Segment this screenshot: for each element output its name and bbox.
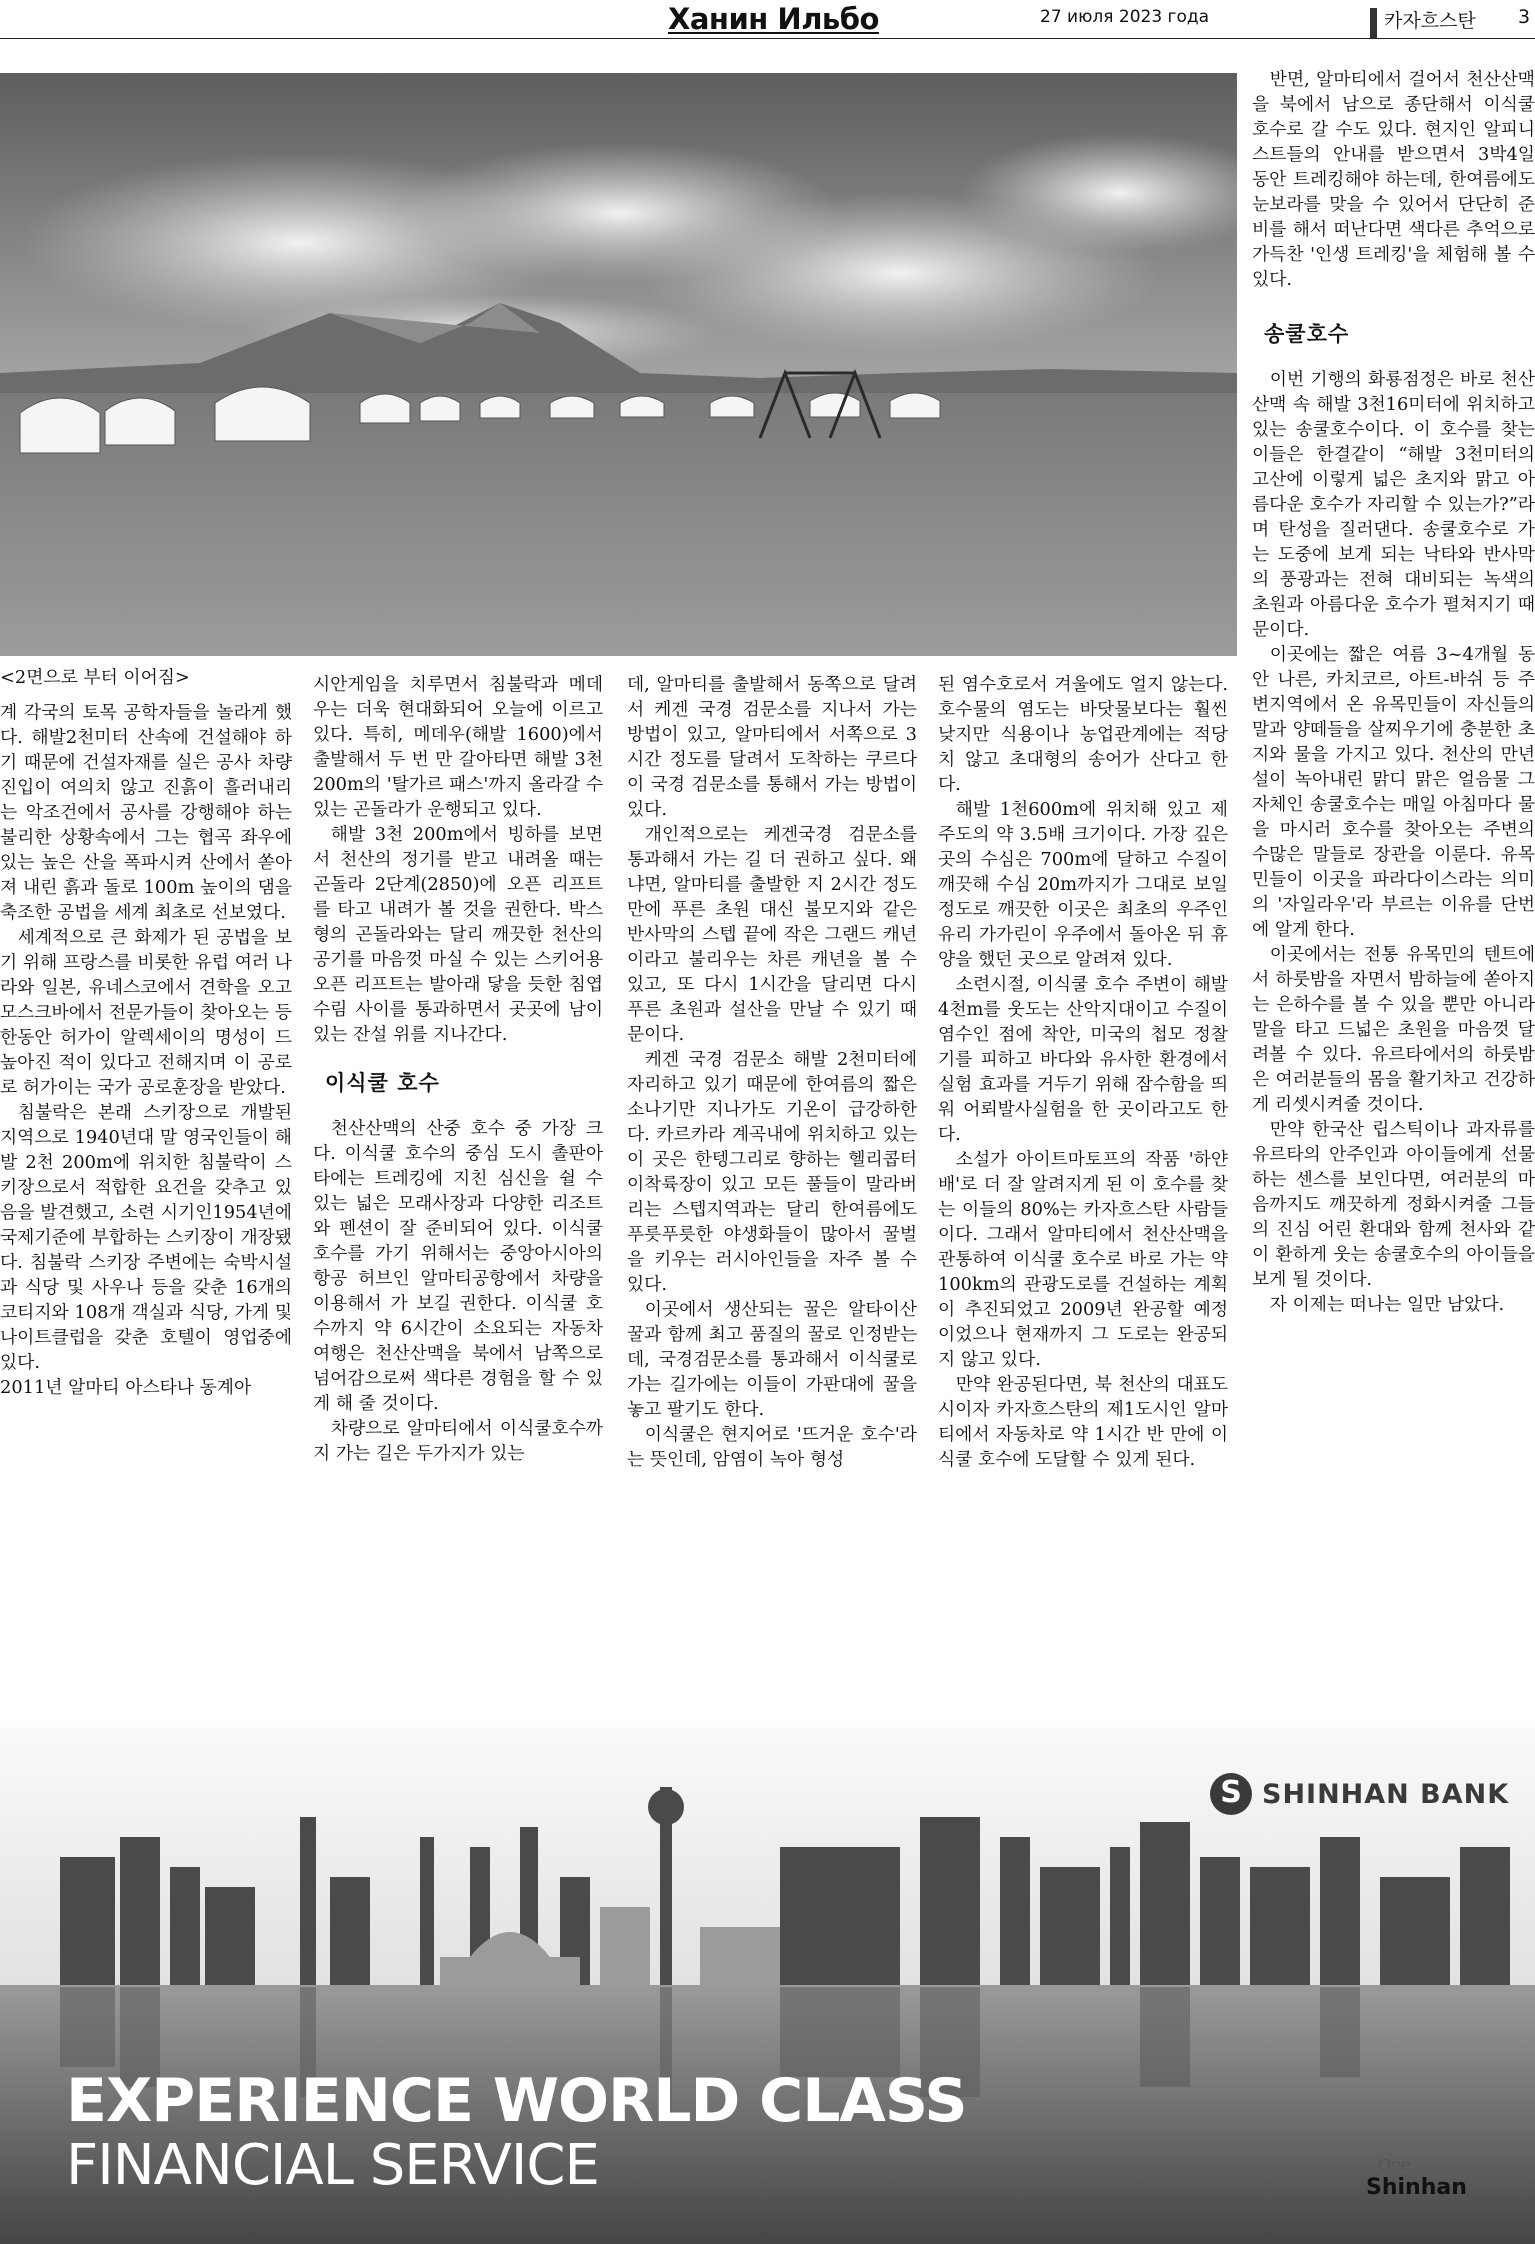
ad-headline-line2: FINANCIAL SERVICE bbox=[66, 2133, 599, 2198]
header-rule bbox=[0, 38, 1535, 39]
ad-headline-line1: EXPERIENCE WORLD CLASS bbox=[66, 2066, 967, 2136]
paragraph: 계 각국의 토목 공학자들을 놀라게 했다. 해발2천미터 산속에 건설해야 하기 때문에 건설자재를 실은 공사 차량 진입이 여의치 않고 진흙이 흘러내리는 악조건에서 공사를 강행해야 하는 불리한 상황속에서 그는 협곡 좌우에 있는 높은 산을 폭파시켜 산에서 쏟아져 내린 흙과 돌로 100m 높이의 댐을 축조한 공법을 세계 최초로 선보였다. bbox=[0, 702, 292, 923]
paragraph: 만약 완공된다면, 북 천산의 대표도시이자 카자흐스탄의 제1도시인 알마티에서 자동차로 약 1시간 반 만에 이식쿨 호수에 도달할 수 있게 된다. bbox=[938, 1374, 1228, 1470]
paragraph: 이곳에서 생산되는 꿀은 알타이산 꿀과 함께 최고 품질의 꿀로 인정받는데, 국경검문소를 통과해서 이식쿨로 가는 길가에는 이들이 가판대에 꿀을 놓고 팔기도 한다. bbox=[627, 1299, 917, 1420]
paragraph: 해발 3천 200m에서 빙하를 보면서 천산의 정기를 받고 내려올 때는 곤돌라 2단계(2850)에 오픈 리프트를 타고 내려가 볼 것을 권한다. 박스형의 곤돌라와는 달리 깨끗한 천산의 공기를 마음껏 마실 수 있는 스키어용 오픈 리프트는 발아래 닿을 듯한 침엽수림 사이를 통과하면서 곳곳에 남이 있는 잔설 위를 지나간다. bbox=[313, 824, 603, 1045]
paragraph: 2011년 알마티 아스타나 동계아 bbox=[0, 1377, 252, 1398]
paragraph: 된 염수호로서 겨울에도 얼지 않는다. 호수물의 염도는 바닷물보다는 훨씬 낮지만 식용이나 농업관계에는 적당치 않고 초대형의 송어가 산다고 한다. bbox=[938, 674, 1228, 795]
shinhan-bank-advertisement bbox=[0, 1727, 1535, 2244]
paragraph: 이식쿨은 현지어로 '뜨거운 호수'라는 뜻인데, 암염이 녹아 형성 bbox=[627, 1424, 917, 1470]
one-shinhan-mark: One bbox=[1378, 2155, 1411, 2174]
section-marker bbox=[1370, 8, 1377, 38]
page-header bbox=[0, 0, 1535, 40]
paragraph: 소련시절, 이식쿨 호수 주변이 해발 4천m를 웃도는 산악지대이고 수질이 염수인 점에 착안, 미국의 첩모 정찰기를 피하고 바다와 유사한 환경에서 실험 효과를 거두기 위해 잠수함을 띄워 어뢰발사실험을 한 곳이라고도 한다. bbox=[938, 974, 1228, 1145]
article-column-1 bbox=[0, 665, 292, 1400]
article-column-4 bbox=[938, 672, 1228, 1472]
section-heading: 송쿨호수 bbox=[1264, 322, 1350, 346]
article-column-3 bbox=[627, 672, 917, 1472]
issue-date: 27 июля 2023 года bbox=[1040, 7, 1210, 27]
paragraph: 시안게임을 치루면서 침불락과 메데우는 더욱 현대화되어 오늘에 이르고 있다. 특히, 메데우(해발 1600)에서 출발해서 두 번 만 갈아타면 해발 3천200m의 '탈가르 패스'까지 올라갈 수 있는 곤돌라가 운행되고 있다. bbox=[313, 674, 603, 820]
paragraph: 이곳에서는 전통 유목민의 텐트에서 하룻밤을 자면서 밤하늘에 쏟아지는 은하수를 볼 수 있을 뿐만 아니라 말을 타고 드넓은 초원을 마음껏 달려볼 수 있다. 유르타에서의 하룻밤은 여러분들의 몸을 활기차고 건강하게 리셋시켜줄 것이다. bbox=[1252, 944, 1535, 1115]
paragraph: 케겐 국경 검문소 해발 2천미터에 자리하고 있기 때문에 한여름의 짧은 소나기만 지나가도 기온이 급강하한다. 카르카라 계곡내에 위치하고 있는 이 곳은 한텡그리로 향하는 헬리콥터 이착륙장이 있고 모든 풀들이 말라버리는 스텝지역과는 달리 한여름에도 푸릇푸릇한 야생화들이 많아서 꿀벌을 키우는 러시아인들을 자주 볼 수 있다. bbox=[627, 1049, 917, 1295]
shinhan-wordmark: Shinhan bbox=[1366, 2175, 1467, 2200]
paragraph: 천산산맥의 산중 호수 중 가장 크다. 이식쿨 호수의 중심 도시 촐판아타에는 트레킹에 지친 심신을 쉴 수 있는 넓은 모래사장과 다양한 리조트와 펜션이 잘 준비되어 있다. 이식쿨 호수를 가기 위해서는 중앙아시아의 항공 허브인 알마티공항에서 차량을 이용해서 가 보길 권한다. 이식쿨 호수까지 약 6시간이 소요되는 자동차 여행은 천산산맥을 북에서 남쪽으로 넘어감으로써 색다른 경험을 할 수 있게 해 줄 것이다. bbox=[313, 1118, 603, 1414]
article-column-5 bbox=[1252, 67, 1535, 1317]
paragraph: 이곳에는 짧은 여름 3~4개월 동안 나른, 카치코르, 아트-바쉬 등 주변지역에서 온 유목민들이 자신들의 말과 양떼들을 살찌우기에 충분한 초지와 물을 가지고 있다. 천산의 만년설이 녹아내린 맑디 맑은 얼음물 그 자체인 송쿨호수는 매일 아침마다 물을 마시러 호수를 찾아오는 주변의 수많은 말들로 장관을 이룬다. 유목민들이 이곳을 파라다이스라는 의미의 '자일라우'라 부르는 이유를 단번에 알게 한다. bbox=[1252, 644, 1535, 940]
bank-name: SHINHAN BANK bbox=[1262, 1779, 1510, 1810]
paragraph: 개인적으로는 케겐국경 검문소를 통과해서 가는 길 더 권하고 싶다. 왜냐면, 알마티를 출발한 지 2시간 정도 만에 푸른 초원 대신 불모지와 같은 반사막의 스텝 끝에 작은 그랜드 캐년이라고 불리우는 차른 캐년을 볼 수 있고, 또 다시 1시간을 달리면 다시 푸른 초원과 설산을 만날 수 있기 때문이다. bbox=[627, 824, 917, 1045]
publication-title: Ханин Ильбо bbox=[668, 2, 879, 36]
yurt-landscape-photo bbox=[0, 73, 1237, 656]
paragraph: 해발 1천600m에 위치해 있고 제주도의 약 3.5배 크기이다. 가장 깊은 곳의 수심은 700m에 달하고 수질이 깨끗해 수심 20m까지가 그대로 보일 정도로 깨끗한 이곳은 최초의 우주인 유리 가가린이 우주에서 돌아온 뒤 휴양을 했던 곳으로 알려져 있다. bbox=[938, 799, 1228, 970]
paragraph: 차량으로 알마티에서 이식쿨호수까지 가는 길은 두가지가 있는 bbox=[313, 1418, 603, 1464]
section-heading: 이식쿨 호수 bbox=[325, 1071, 440, 1095]
continuation-note: <2면으로 부터 이어짐> bbox=[0, 667, 190, 688]
paragraph: 이번 기행의 화룡점정은 바로 천산산맥 속 해발 3천16미터에 위치하고 있는 송쿨호수이다. 이 호수를 찾는 이들은 한결같이 “해발 3천미터의 고산에 이렇게 넓은 초지와 맑고 아름다운 호수가 자리할 수 있는가?”라며 탄성을 질러댄다. 송쿨호수로 가는 도중에 보게 되는 낙타와 반사막의 풍광과는 전혀 대비되는 녹색의 초원과 아름다운 호수가 펼쳐지기 때문이다. bbox=[1252, 369, 1535, 640]
paragraph: 자 이제는 떠나는 일만 남았다. bbox=[1269, 1294, 1505, 1315]
section-name: 카자흐스탄 bbox=[1384, 10, 1476, 32]
paragraph: 세계적으로 큰 화제가 된 공법을 보기 위해 프랑스를 비롯한 유럽 여러 나라와 일본, 유네스코에서 견학을 오고 모스크바에서 전문가들이 찾아오는 등 한동안 허가이 알렉세이의 명성이 드높아진 적이 있다고 전해지며 이 공로로 허가이는 국가 공로훈장을 받았다. bbox=[0, 927, 292, 1098]
page-number: 3 bbox=[1518, 6, 1531, 28]
paragraph: 만약 한국산 립스틱이나 과자류를 유르타의 안주인과 아이들에게 선물하는 센스를 보인다면, 여러분의 마음까지도 깨끗하게 정화시켜줄 그들의 진심 어린 환대와 함께 천사와 같이 환하게 웃는 송쿨호수의 아이들을 보게 될 것이다. bbox=[1252, 1119, 1535, 1290]
paragraph: 반면, 알마티에서 걸어서 천산산맥을 북에서 남으로 종단해서 이식쿨 호수로 갈 수도 있다. 현지인 알피니스트들의 안내를 받으면서 3박4일 동안 트레킹해야 하는데, 한여름에도 눈보라를 맞을 수 있어서 단단히 준비를 해서 떠난다면 색다른 추억으로 가득찬 '인생 트레킹'을 체험해 볼 수 있다. bbox=[1252, 69, 1535, 290]
paragraph: 소설가 아이트마토프의 작품 '하얀배'로 더 잘 알려지게 된 이 호수를 찾는 이들의 80%는 카자흐스탄 사람들이다. 그래서 알마티에서 천산산맥을 관통하여 이식쿨 호수로 바로 가는 약 100km의 관광도로를 건설하는 계획이 추진되었고 2009년 완공할 예정이었으나 현재까지 그 도로는 완공되지 않고 있다. bbox=[938, 1149, 1228, 1370]
paragraph: 데, 알마티를 출발해서 동쪽으로 달려서 케겐 국경 검문소를 지나서 가는 방법이 있고, 알마티에서 서쪽으로 3시간 정도를 달려서 도착하는 쿠르다이 국경 검문소를 통해서 가는 방법이 있다. bbox=[627, 674, 917, 820]
shinhan-s-icon: S bbox=[1210, 1773, 1252, 1815]
paragraph: 침불락은 본래 스키장으로 개발된 지역으로 1940년대 말 영국인들이 해발 2천 200m에 위치한 침불락이 스키장으로서 적합한 요건을 갖추고 있음을 발견했고, 소련 시기인1954년에 국제기준에 부합하는 스키장이 개장됐다. 침불락 스키장 주변에는 숙박시설과 식당 및 사우나 등을 갖춘 16개의 코티지와 108개 객실과 식당, 가게 및 나이트클럽을 갖춘 호텔이 영업중에 있다. bbox=[0, 1102, 292, 1373]
article-column-2 bbox=[313, 672, 603, 1466]
